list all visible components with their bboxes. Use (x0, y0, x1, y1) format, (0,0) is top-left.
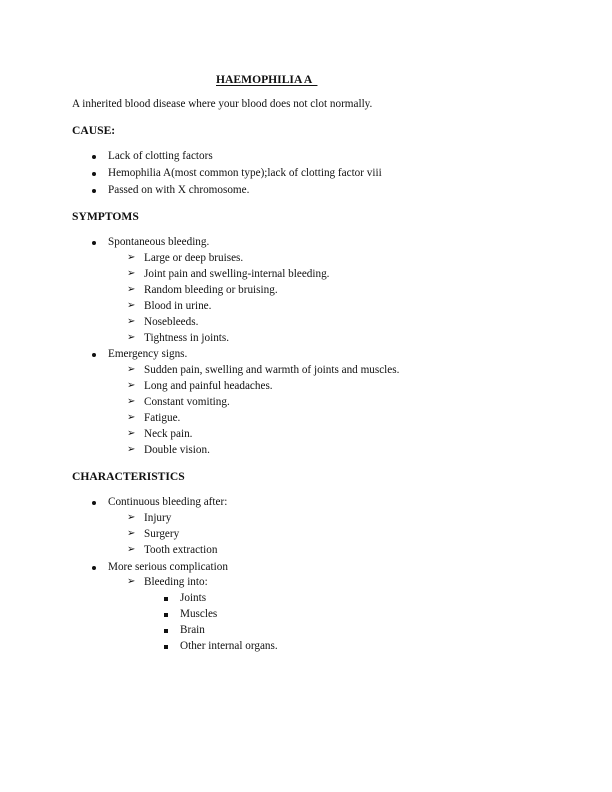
page-title: HAEMOPHILIA A (216, 73, 318, 86)
arrow-bullet-icon: ➢ (127, 444, 136, 455)
list-item: Injury (144, 512, 172, 524)
list-item: Brain (180, 624, 205, 636)
list-item: Continuous bleeding after: (108, 496, 228, 508)
list-item: Fatigue. (144, 412, 181, 424)
arrow-bullet-icon: ➢ (127, 412, 136, 423)
list-item: Other internal organs. (180, 640, 278, 652)
arrow-bullet-icon: ➢ (127, 268, 136, 279)
arrow-bullet-icon: ➢ (127, 284, 136, 295)
arrow-bullet-icon: ➢ (127, 528, 136, 539)
list-item: Blood in urine. (144, 300, 212, 312)
list-item: Joints (180, 592, 207, 604)
bullet-icon (92, 172, 96, 176)
arrow-bullet-icon: ➢ (127, 428, 136, 439)
bullet-icon (92, 353, 96, 357)
list-item: Tightness in joints. (144, 332, 230, 344)
cause-heading: CAUSE: (72, 124, 116, 137)
list-item: Hemophilia A(most common type);lack of clotting factor viii (108, 167, 382, 179)
list-item: Constant vomiting. (144, 396, 230, 408)
bullet-icon (92, 566, 96, 570)
list-item: Bleeding into: (144, 576, 208, 588)
arrow-bullet-icon: ➢ (127, 252, 136, 263)
arrow-bullet-icon: ➢ (127, 396, 136, 407)
list-item: Random bleeding or bruising. (144, 284, 278, 296)
arrow-bullet-icon: ➢ (127, 316, 136, 327)
list-item: Sudden pain, swelling and warmth of joints and muscles. (144, 364, 400, 376)
arrow-bullet-icon: ➢ (127, 512, 136, 523)
list-item: Spontaneous bleeding. (108, 236, 210, 248)
list-item: Tooth extraction (144, 544, 218, 556)
square-bullet-icon (164, 645, 168, 649)
list-item: Neck pain. (144, 428, 193, 440)
arrow-bullet-icon: ➢ (127, 332, 136, 343)
bullet-icon (92, 189, 96, 193)
square-bullet-icon (164, 629, 168, 633)
arrow-bullet-icon: ➢ (127, 364, 136, 375)
bullet-icon (92, 501, 96, 505)
arrow-bullet-icon: ➢ (127, 544, 136, 555)
list-item: Long and painful headaches. (144, 380, 273, 392)
list-item: Muscles (180, 608, 218, 620)
list-item: Large or deep bruises. (144, 252, 244, 264)
list-item: Emergency signs. (108, 348, 188, 360)
list-item: More serious complication (108, 561, 228, 573)
square-bullet-icon (164, 597, 168, 601)
list-item: Lack of clotting factors (108, 150, 213, 162)
square-bullet-icon (164, 613, 168, 617)
bullet-icon (92, 155, 96, 159)
symptoms-heading: SYMPTOMS (72, 210, 139, 223)
arrow-bullet-icon: ➢ (127, 380, 136, 391)
bullet-icon (92, 241, 96, 245)
arrow-bullet-icon: ➢ (127, 576, 136, 587)
list-item: Joint pain and swelling-internal bleeding. (144, 268, 330, 280)
list-item: Double vision. (144, 444, 210, 456)
arrow-bullet-icon: ➢ (127, 300, 136, 311)
characteristics-heading: CHARACTERISTICS (72, 470, 185, 483)
intro-text: A inherited blood disease where your blood does not clot normally. (72, 98, 373, 110)
list-item: Passed on with X chromosome. (108, 184, 250, 196)
list-item: Surgery (144, 528, 180, 540)
list-item: Nosebleeds. (144, 316, 199, 328)
